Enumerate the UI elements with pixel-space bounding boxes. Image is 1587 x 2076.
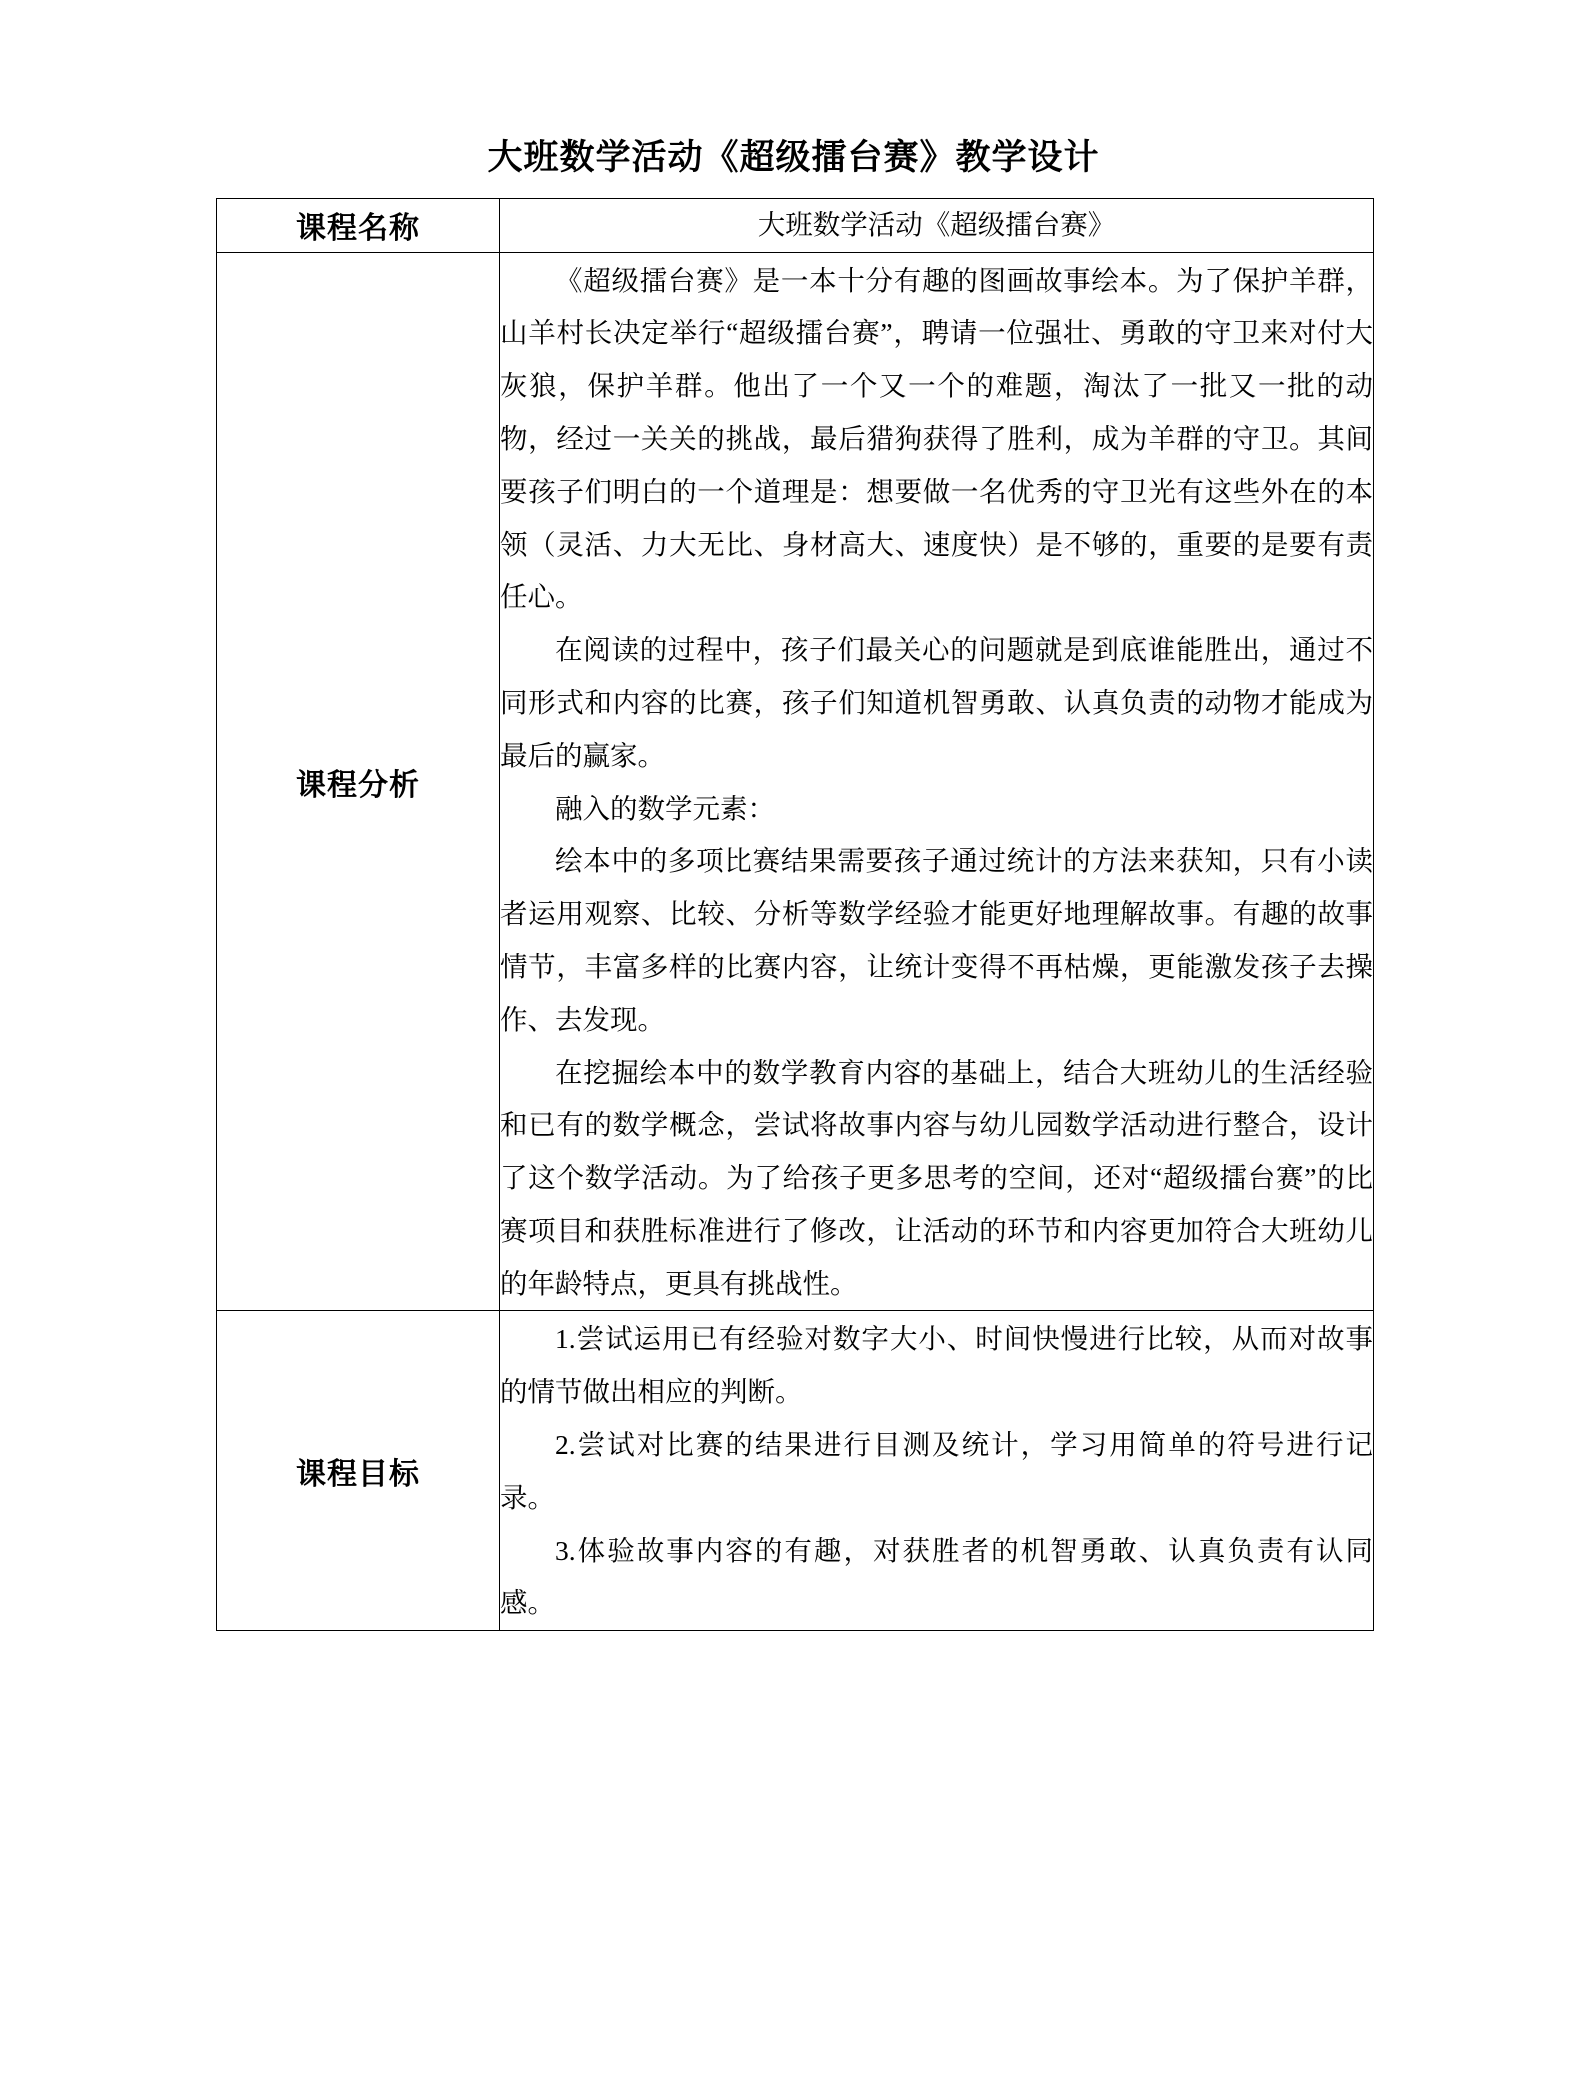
row-label-course-goals: 课程目标	[217, 1311, 500, 1631]
row-value-course-goals	[500, 1311, 1374, 1631]
goal-item-3: 3.体验故事内容的有趣，对获胜者的机智勇敢、认真负责有认同感。	[500, 1534, 1373, 1619]
goal-item-1: 1.尝试运用已有经验对数字大小、时间快慢进行比较，从而对故事的情节做出相应的判断。	[500, 1323, 1373, 1408]
analysis-paragraph-3: 融入的数学元素：	[555, 792, 775, 824]
analysis-paragraph-2: 在阅读的过程中，孩子们最关心的问题就是到底谁能胜出，通过不同形式和内容的比赛，孩子们知道机智勇敢、认真负责的动物才能成为最后的赢家。	[500, 634, 1373, 771]
analysis-paragraph-1: 《超级擂台赛》是一本十分有趣的图画故事绘本。为了保护羊群，山羊村长决定举行“超级擂台赛”，聘请一位强壮、勇敢的守卫来对付大灰狼，保护羊群。他出了一个又一个的难题，淘汰了一批又一批的动物，经过一关关的挑战，最后猎狗获得了胜利，成为羊群的守卫。其间要孩子们明白的一个道理是：想要做一名优秀的守卫光有这些外在的本领（灵活、力大无比、身材高大、速度快）是不够的，重要的是要有责任心。	[500, 264, 1373, 613]
table-row	[217, 198, 1374, 252]
goal-item-2: 2.尝试对比赛的结果进行目测及统计，学习用简单的符号进行记录。	[500, 1429, 1373, 1513]
row-value-course-analysis	[500, 252, 1374, 1311]
row-label-course-analysis: 课程分析	[217, 252, 500, 1311]
row-label-course-name: 课程名称	[217, 198, 500, 252]
table-row	[217, 252, 1374, 1311]
lesson-plan-table-wrapper	[216, 198, 1371, 1632]
row-value-course-name: 大班数学活动《超级擂台赛》	[500, 198, 1374, 252]
analysis-paragraph-5: 在挖掘绘本中的数学教育内容的基础上，结合大班幼儿的生活经验和已有的数学概念，尝试将故事内容与幼儿园数学活动进行整合，设计了这个数学活动。为了给孩子更多思考的空间，还对“超级擂台赛”的比赛项目和获胜标准进行了修改，让活动的环节和内容更加符合大班幼儿的年龄特点，更具有挑战性。	[500, 1056, 1373, 1299]
analysis-paragraph-4: 绘本中的多项比赛结果需要孩子通过统计的方法来获知，只有小读者运用观察、比较、分析等数学经验才能更好地理解故事。有趣的故事情节，丰富多样的比赛内容，让统计变得不再枯燥，更能激发孩子去操作、去发现。	[500, 845, 1373, 1035]
table-row	[217, 1311, 1374, 1631]
page-title: 大班数学活动《超级擂台赛》教学设计	[487, 138, 1100, 177]
lesson-plan-table	[216, 198, 1374, 1632]
